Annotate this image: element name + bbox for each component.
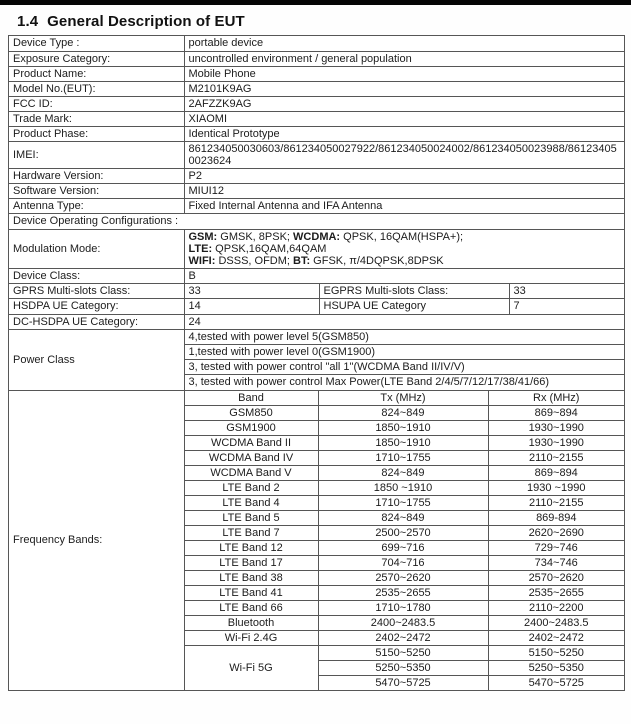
tx-cell: 704~716 (318, 555, 488, 570)
rx-cell: 2110~2155 (488, 450, 624, 465)
row-label: Exposure Category: (9, 51, 184, 66)
row-label: Hardware Version: (9, 168, 184, 183)
table-row (9, 36, 624, 51)
power-class-line: 1,tested with power level 0(GSM1900) (184, 345, 624, 360)
row-value: 7 (509, 299, 624, 314)
modulation-line (189, 243, 621, 255)
tx-cell: 2500~2570 (318, 525, 488, 540)
modulation-key: LTE: (188, 242, 213, 255)
table-row (9, 126, 624, 141)
row-value: 2AFZZK9AG (184, 96, 624, 111)
row-value: 24 (184, 314, 624, 329)
table-row (9, 314, 624, 329)
tx-cell: 2570~2620 (318, 570, 488, 585)
operating-config-table (9, 213, 624, 229)
rx-cell: 5470~5725 (488, 675, 624, 690)
tx-cell: 1710~1780 (318, 600, 488, 615)
table-row (9, 229, 624, 268)
tx-cell: 1850 ~1910 (318, 480, 488, 495)
table-row (9, 214, 624, 229)
band-cell: LTE Band 41 (184, 585, 318, 600)
band-cell: LTE Band 2 (184, 480, 318, 495)
table-row (9, 284, 624, 299)
row-label: Antenna Type: (9, 198, 184, 213)
table-row (9, 330, 624, 345)
table-row (9, 81, 624, 96)
row-label: Power Class (9, 330, 184, 390)
band-cell: LTE Band 4 (184, 495, 318, 510)
rx-cell: 1930~1990 (488, 435, 624, 450)
band-cell: WCDMA Band V (184, 465, 318, 480)
row-label: FCC ID: (9, 96, 184, 111)
row-label: DC-HSDPA UE Category: (9, 314, 184, 329)
row-label: HSDPA UE Category: (9, 299, 184, 314)
band-cell: LTE Band 7 (184, 525, 318, 540)
modulation-text: GFSK, π/4DQPSK,8DPSK (310, 254, 444, 267)
tx-header: Tx (MHz) (318, 390, 488, 405)
tx-cell: 2402~2472 (318, 630, 488, 645)
rx-cell: 734~746 (488, 555, 624, 570)
tx-cell: 1710~1755 (318, 495, 488, 510)
row-label: EGPRS Multi-slots Class: (319, 284, 509, 299)
row-label: Model No.(EUT): (9, 81, 184, 96)
tx-cell: 824~849 (318, 510, 488, 525)
section-title (17, 13, 631, 30)
table-row (9, 268, 624, 283)
row-value: Identical Prototype (184, 126, 624, 141)
rx-cell: 2402~2472 (488, 630, 624, 645)
rx-cell: 1930 ~1990 (488, 480, 624, 495)
band-cell: LTE Band 12 (184, 540, 318, 555)
row-value: portable device (188, 37, 264, 50)
row-label: Modulation Mode: (9, 229, 184, 268)
row-value: MIUI12 (184, 183, 624, 198)
modulation-key: WIFI: (188, 254, 216, 267)
rx-cell: 2110~2155 (488, 495, 624, 510)
row-value: XIAOMI (184, 111, 624, 126)
band-cell: Bluetooth (184, 615, 318, 630)
row-value: 33 (184, 284, 319, 299)
band-cell: LTE Band 5 (184, 510, 318, 525)
modulation-value (184, 229, 624, 268)
band-cell: Wi-Fi 2.4G (184, 630, 318, 645)
band-cell: GSM850 (184, 405, 318, 420)
rx-cell: 2535~2655 (488, 585, 624, 600)
table-row (9, 390, 624, 405)
section-heading-text: General Description of EUT (47, 13, 245, 30)
band-header: Band (184, 390, 318, 405)
row-label: Device Class: (9, 268, 184, 283)
rx-cell: 2110~2200 (488, 600, 624, 615)
row-label: Software Version: (9, 183, 184, 198)
row-value: M2101K9AG (184, 81, 624, 96)
rx-cell: 869~894 (488, 465, 624, 480)
section-number: 1.4 (17, 13, 39, 30)
band-cell: LTE Band 66 (184, 600, 318, 615)
row-value: Fixed Internal Antenna and IFA Antenna (184, 198, 624, 213)
row-label: IMEI: (9, 141, 184, 168)
modulation-text: QPSK,16QAM,64QAM (212, 242, 327, 255)
row-label: GPRS Multi-slots Class: (9, 284, 184, 299)
rx-cell: 869-894 (488, 510, 624, 525)
modulation-line (189, 255, 621, 267)
tx-cell: 2400~2483.5 (318, 615, 488, 630)
tx-cell: 5150~5250 (318, 645, 488, 660)
row-value: Mobile Phone (184, 66, 624, 81)
rx-cell: 869~894 (488, 405, 624, 420)
modulation-text: GMSK, 8PSK; (217, 230, 294, 243)
band-cell: WCDMA Band IV (184, 450, 318, 465)
tx-cell: 2535~2655 (318, 585, 488, 600)
power-class-line: 3, tested with power control Max Power(LTE Band 2/4/5/7/12/17/38/41/66) (184, 375, 624, 390)
row-value: 861234050030603/861234050027922/861234050024002/861234050023988/861234050023624 (184, 141, 624, 168)
power-class-table (9, 329, 624, 390)
tx-cell: 1850~1910 (318, 420, 488, 435)
tx-cell: 699~716 (318, 540, 488, 555)
multislot-table (9, 283, 624, 314)
tx-cell: 1850~1910 (318, 435, 488, 450)
rx-header: Rx (MHz) (488, 390, 624, 405)
rx-cell: 2570~2620 (488, 570, 624, 585)
row-value: 14 (184, 299, 319, 314)
modulation-line (189, 231, 621, 243)
modulation-key: BT: (293, 254, 311, 267)
row-value: B (184, 268, 624, 283)
tx-cell: 824~849 (318, 405, 488, 420)
rx-cell: 729~746 (488, 540, 624, 555)
table-row (9, 299, 624, 314)
table-row (9, 183, 624, 198)
tx-cell: 5470~5725 (318, 675, 488, 690)
frequency-bands-table (9, 390, 624, 691)
band-cell: LTE Band 38 (184, 570, 318, 585)
row-label: Product Phase: (9, 126, 184, 141)
modulation-key: GSM: (188, 230, 218, 243)
row-label: Trade Mark: (9, 111, 184, 126)
table-row (9, 51, 624, 66)
row-label: Product Name: (9, 66, 184, 81)
rx-cell: 2620~2690 (488, 525, 624, 540)
modulation-text: QPSK, 16QAM(HSPA+); (340, 230, 464, 243)
modulation-table (9, 229, 624, 284)
row-label: HSUPA UE Category (319, 299, 509, 314)
band-cell: LTE Band 17 (184, 555, 318, 570)
page-top-rule (0, 0, 631, 5)
row-value: P2 (184, 168, 624, 183)
rx-cell: 2400~2483.5 (488, 615, 624, 630)
rx-cell: 5150~5250 (488, 645, 624, 660)
band-cell: WCDMA Band II (184, 435, 318, 450)
table-row (9, 96, 624, 111)
device-info-table (9, 36, 624, 213)
tx-cell: 5250~5350 (318, 660, 488, 675)
modulation-key: WCDMA: (293, 230, 341, 243)
table-row (9, 111, 624, 126)
dc-hsdpa-table (9, 314, 624, 330)
tx-cell: 1710~1755 (318, 450, 488, 465)
tx-cell: 824~849 (318, 465, 488, 480)
operating-config-heading: Device Operating Configurations : (9, 214, 624, 229)
row-label: Device Type : (9, 36, 184, 51)
table-row (9, 198, 624, 213)
rx-cell: 5250~5350 (488, 660, 624, 675)
band-cell: Wi-Fi 5G (184, 645, 318, 690)
row-value: uncontrolled environment / general population (184, 51, 624, 66)
row-label: Frequency Bands: (9, 390, 184, 690)
power-class-line: 4,tested with power level 5(GSM850) (184, 330, 624, 345)
table-row (9, 66, 624, 81)
eut-description-table (8, 35, 625, 691)
rx-cell: 1930~1990 (488, 420, 624, 435)
table-row (9, 141, 624, 168)
table-row (9, 168, 624, 183)
band-cell: GSM1900 (184, 420, 318, 435)
power-class-line: 3, tested with power control "all 1"(WCDMA Band II/IV/V) (184, 360, 624, 375)
row-value: 33 (509, 284, 624, 299)
modulation-text: DSSS, OFDM; (215, 254, 294, 267)
